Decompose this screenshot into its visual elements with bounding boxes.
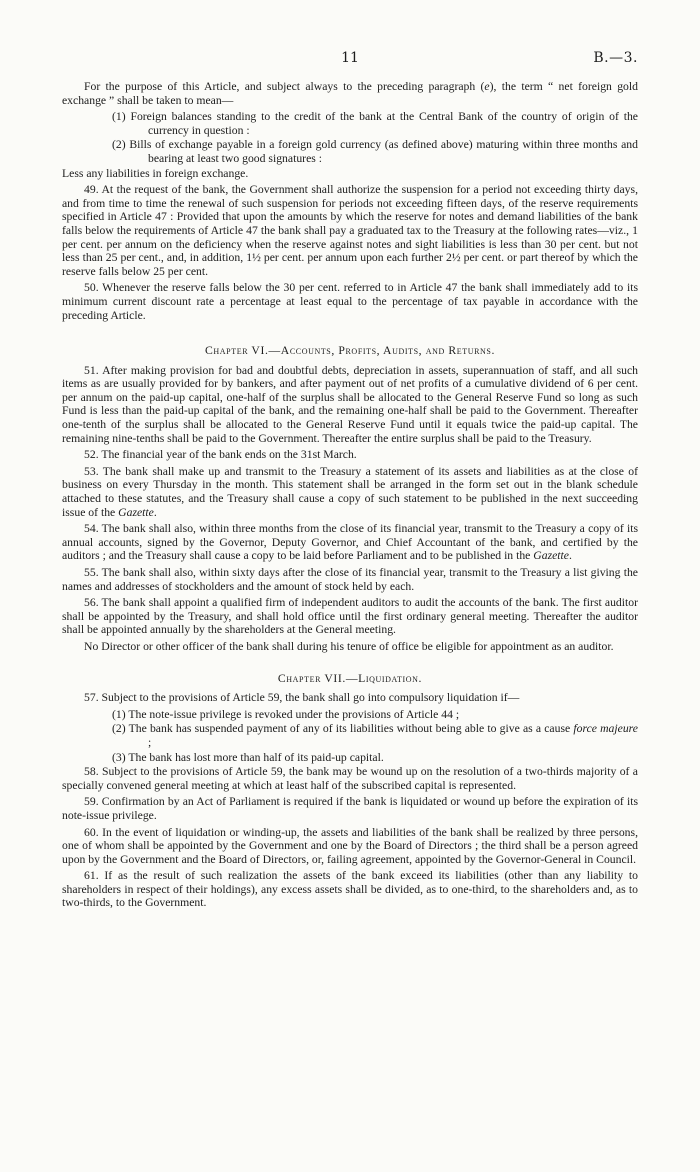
article-56-auditor-eligibility: No Director or other officer of the bank shall during his tenure of office be eligible for appointment as an auditor. [84,639,614,653]
intro-item-2: (2) Bills of exchange payable in a foreign gold currency (as defined above) maturing within three months and bearing at least two good signatures : [112,138,638,165]
article-60: 60. In the event of liquidation or winding-up, the assets and liabilities of the bank shall be realized by three persons, one of whom shall be appointed by the Government and one by the Board of Directors ; the third shall be a person agreed upon by the Government and the Board of Directors, or, failing agreement, appointed by the Governor-General in Council. [62,825,638,866]
article-51: 51. After making provision for bad and doubtful debts, depreciation in assets, superannuation of staff, and all such items as are usually provided for by bankers, and after payment out of net profits of a cumulative dividend of 6 per cent. per annum on the paid-up capital, one-half of the surplus shall be allocated to the General Reserve Fund so long as such Fund is less than the paid-up capital of the bank, and the remaining one-half shall be paid to the Government. Thereafter one-tenth of the surplus shall be allocated to the General Reserve Fund until it equals twice the paid-up capital. The remaining nine-tenths shall be paid to the Government. Thereafter the entire surplus shall be paid to the Treasury. [62,363,638,445]
article-49: 49. At the request of the bank, the Government shall authorize the suspension for a period not exceeding thirty days, and from time to time the renewal of such suspension for periods not exceeding fifteen days, of the reserve requirements specified in Article 47 : Provided that upon the amounts by which the reserve for notes and demand liabilities of the bank falls below the requirements of Article 47 the bank shall pay a graduated tax to the Treasury at the following rates—viz., 1 per cent. per annum on the deficiency when the reserve against notes and sight liabilities is less than 30 per cent. but not less than 25 per cent., and, in addition, 1½ per cent. per annum upon each further 2½ per cent. or part thereof by which the reserve falls below 25 per cent. [62,183,638,278]
article-57-item-2: (2) The bank has suspended payment of any of its liabilities without being able to give as a cause force majeure ; [112,722,638,749]
article-59: 59. Confirmation by an Act of Parliament is required if the bank is liquidated or wound up before the expiration of its note-issue privilege. [62,795,638,822]
chapter-6-heading: Chapter VI.—Accounts, Profits, Audits, and Returns. [205,344,495,358]
chapter-7-heading: Chapter VII.—Liquidation. [277,671,423,685]
article-57: 57. Subject to the provisions of Article 59, the bank shall go into compulsory liquidation if— [84,691,520,705]
article-57-item-1: (1) The note-issue privilege is revoked under the provisions of Article 44 ; [112,707,460,721]
intro-item-1: (1) Foreign balances standing to the credit of the bank at the Central Bank of the country of origin of the currency in question : [112,110,638,137]
article-50: 50. Whenever the reserve falls below the 30 per cent. referred to in Article 47 the bank shall immediately add to its minimum current discount rate a percentage at least equal to the percentage of tax payable in accordance with the preceding Article. [62,281,638,322]
article-61: 61. If as the result of such realization the assets of the bank exceed its liabilities (other than any liability to shareholders in respect of their holdings), any excess assets shall be divided, as to one-third, to the shareholders and, as to two-thirds, to the Government. [62,869,638,910]
intro-paragraph: For the purpose of this Article, and subject always to the preceding paragraph (e), the term “ net foreign gold exchange ” shall be taken to mean— [62,80,638,107]
page-header [62,0,638,80]
article-52: 52. The financial year of the bank ends on the 31st March. [84,448,357,462]
article-54: 54. The bank shall also, within three months from the close of its financial year, transmit to the Treasury a copy of its annual accounts, signed by the Governor, Deputy Governor, and Chief Accountant of the bank, and certified by the auditors ; and the Treasury shall cause a copy to be laid before Parliament and to be published in the Gazette. [62,522,638,563]
article-57-item-3: (3) The bank has lost more than half of its paid-up capital. [112,750,384,764]
intro-closing: Less any liabilities in foreign exchange. [62,166,249,180]
article-53: 53. The bank shall make up and transmit to the Treasury a statement of its assets and liabilities as at the close of business on every Thursday in the month. This statement shall be arranged in the form set out in the blank schedule attached to these statutes, and the Treasury shall cause a copy of such statement to be published in the next succeeding issue of the Gazette. [62,464,638,519]
article-58: 58. Subject to the provisions of Article 59, the bank may be wound up on the resolution of a two-thirds majority of a specially convened general meeting at which at least half of the subscribed capital is represented. [62,765,638,792]
page-number: 11 [341,50,359,66]
article-56: 56. The bank shall appoint a qualified firm of independent auditors to audit the accounts of the bank. The first auditor shall be appointed by the Treasury, and shall hold office until the first ordinary general meeting. Thereafter the auditor shall be appointed annually by the shareholders at the General meeting. [62,596,638,637]
document-body [62,80,638,910]
article-55: 55. The bank shall also, within sixty days after the close of its financial year, transmit to the Treasury a list giving the names and addresses of stockholders and the amount of stock held by each. [62,566,638,593]
document-reference: B.—3. [593,50,638,66]
